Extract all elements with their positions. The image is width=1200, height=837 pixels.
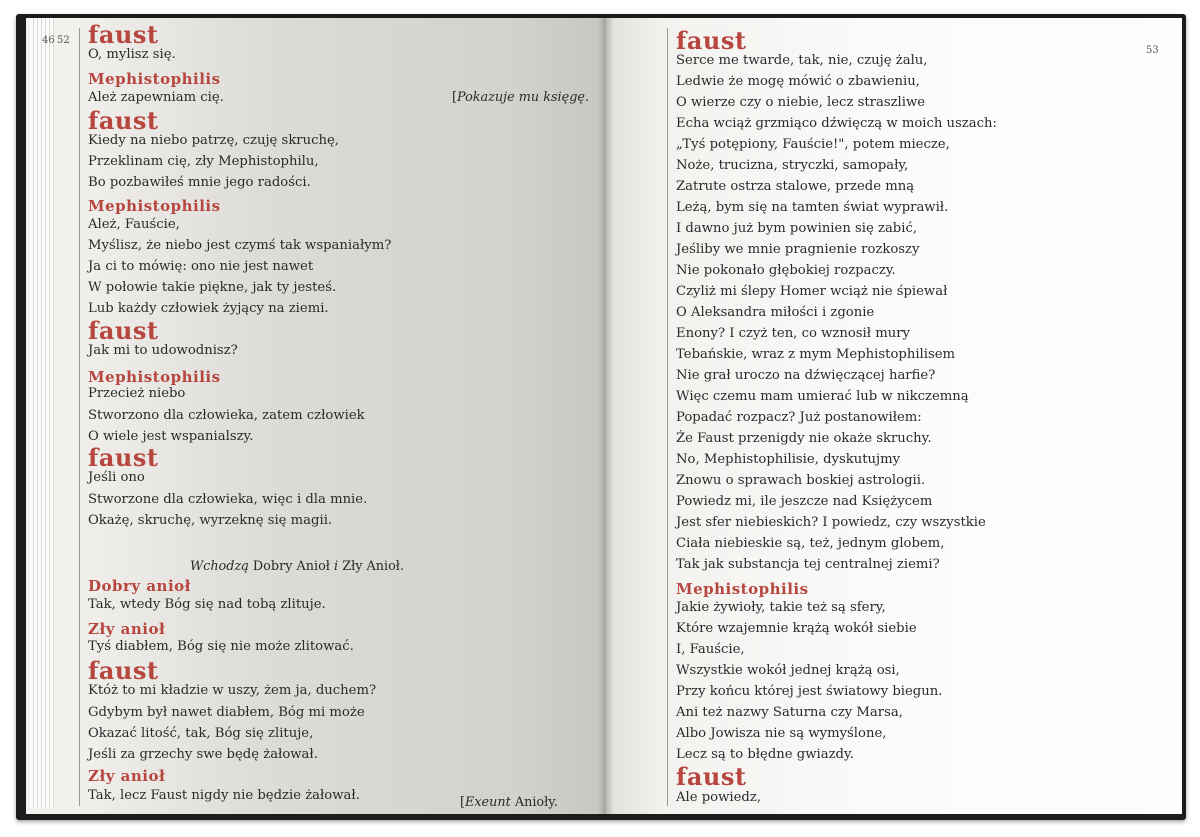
stage-name-a: Dobry Anioł	[252, 559, 330, 574]
verse-line: O wierze czy o niebie, lecz straszliwe	[676, 95, 926, 110]
verse-line: Jak mi to udowodnisz?	[88, 343, 238, 358]
verse-line: Któż to mi kładzie w uszy, żem ja, duchem?	[88, 683, 377, 698]
verse-line: Bo pozbawiłeś mnie jego radości.	[88, 175, 311, 190]
speaker-name: Zły anioł	[88, 767, 166, 785]
verse-line: Jest sfer niebieskich? I powiedz, czy wszystkie	[676, 515, 986, 530]
verse-line: Jeśli za grzechy swe będę żałował.	[88, 747, 318, 762]
verse-line: Jeśli ono	[88, 470, 145, 485]
verse-line: Gdybym był nawet diabłem, Bóg mi może	[88, 705, 365, 720]
stage-bracket: [	[460, 795, 465, 810]
stage-conj: i	[334, 559, 339, 574]
folio-left: 52	[57, 35, 70, 46]
speaker-name: Dobry anioł	[88, 577, 191, 595]
verse-line: O Aleksandra miłości i zgonie	[676, 305, 875, 320]
speaker-name: faust	[88, 316, 159, 345]
verse-line: Stworzone dla człowieka, więc i dla mnie.	[88, 492, 368, 507]
verse-line: I, Fauście,	[676, 642, 745, 657]
speaker-name: faust	[88, 20, 159, 49]
verse-line: Albo Jowisza nie są wymyślone,	[676, 726, 887, 741]
verse-line: Wszystkie wokół jednej krążą osi,	[676, 663, 900, 678]
stage-direction-pokazuje	[452, 90, 589, 105]
stage-direction-exeunt	[460, 795, 558, 810]
verse-line: Ani też nazwy Saturna czy Marsa,	[676, 705, 903, 720]
speaker-name: faust	[88, 106, 159, 135]
verse-line: Czyliż mi ślepy Homer wciąż nie śpiewał	[676, 284, 948, 299]
speaker-name: Mephistophilis	[88, 368, 221, 386]
verse-line: Znowu o sprawach boskiej astrologii.	[676, 473, 926, 488]
verse-line: Ledwie że mogę mówić o zbawieniu,	[676, 74, 920, 89]
speaker-name: Zły anioł	[88, 620, 166, 638]
speaker-name: Mephistophilis	[676, 580, 809, 598]
verse-line: Nie pokonało głębokiej rozpaczy.	[676, 263, 896, 278]
verse-line: Stworzono dla człowieka, zatem człowiek	[88, 408, 365, 423]
verse-line: Przeklinam cię, zły Mephistophilu,	[88, 154, 319, 169]
verse-line: Tak jak substancja tej centralnej ziemi?	[676, 557, 940, 572]
verse-line: O, mylisz się.	[88, 47, 176, 62]
verse-line: Powiedz mi, ile jeszcze nad Księżycem	[676, 494, 933, 509]
verse-line: Okazać litość, tak, Bóg się zlituje,	[88, 726, 314, 741]
verse-line: Że Faust przenigdy nie okaże skruchy.	[676, 431, 932, 446]
speaker-name: faust	[676, 26, 747, 55]
verse-line: Popadać rozpacz? Już postanowiłem:	[676, 410, 922, 425]
stage-bracket: [	[452, 90, 457, 105]
verse-line: Tak, wtedy Bóg się nad tobą zlituje.	[88, 597, 326, 612]
verse-line: Noże, trucizna, stryczki, samopały,	[676, 158, 909, 173]
verse-line: No, Mephistophilisie, dyskutujmy	[676, 452, 901, 467]
stage-verb: Wchodzą	[190, 559, 249, 574]
stage-direction-wchodza	[190, 559, 404, 574]
verse-line: Ależ, Fauście,	[88, 217, 180, 232]
folio-right: 53	[1146, 45, 1159, 56]
verse-line: Okażę, skruchę, wyrzeknę się magii.	[88, 513, 333, 528]
speaker-name: faust	[88, 443, 159, 472]
verse-line: Nie grał uroczo na dźwięczącej harfie?	[676, 368, 936, 383]
verse-line: Które wzajemnie krążą wokół siebie	[676, 621, 917, 636]
verse-line: Jeśliby we mnie pragnienie rozkoszy	[676, 242, 920, 257]
verse-line: Zatrute ostrza stalowe, przede mną	[676, 179, 915, 194]
verse-line: Lub każdy człowiek żyjący na ziemi.	[88, 301, 329, 316]
verse-line: Myślisz, że niebo jest czymś tak wspaniałym?	[88, 238, 392, 253]
verse-line: Ja ci to mówię: ono nie jest nawet	[88, 259, 314, 274]
verse-line: Ciała niebieskie są, też, jednym globem,	[676, 536, 945, 551]
page-edges	[30, 18, 54, 808]
right-margin-rule	[667, 28, 668, 806]
verse-line: „Tyś potępiony, Fauście!", potem miecze,	[676, 137, 950, 152]
verse-line: Więc czemu mam umierać lub w nikczemną	[676, 389, 969, 404]
verse-line: Przecież niebo	[88, 386, 186, 401]
stage-text: Pokazuje mu księgę.	[457, 90, 590, 105]
verse-line: Tak, lecz Faust nigdy nie będzie żałował.	[88, 788, 360, 803]
verse-line: Tebańskie, wraz z mym Mephistophilisem	[676, 347, 956, 362]
verse-line: Jakie żywioły, takie też są sfery,	[676, 600, 886, 615]
folio-outer-left: 46	[42, 35, 55, 46]
verse-line: Kiedy na niebo patrzę, czuję skruchę,	[88, 133, 339, 148]
verse-line: Echa wciąż grzmiąco dźwięczą w moich uszach:	[676, 116, 997, 131]
speaker-name: Mephistophilis	[88, 70, 221, 88]
verse-line: W połowie takie piękne, jak ty jesteś.	[88, 280, 337, 295]
speaker-name: faust	[676, 762, 747, 791]
stage-rest: Anioły.	[514, 795, 558, 810]
verse-line: Lecz są to błędne gwiazdy.	[676, 747, 854, 762]
left-margin-rule	[79, 28, 80, 806]
book-gutter	[598, 18, 614, 814]
verse-line: Tyś diabłem, Bóg się nie może zlitować.	[88, 639, 354, 654]
verse-line: Ale powiedz,	[676, 790, 762, 805]
stage-name-b: Zły Anioł.	[342, 559, 405, 574]
verse-line: Ależ zapewniam cię.	[88, 90, 224, 105]
verse-line: O wiele jest wspanialszy.	[88, 429, 254, 444]
speaker-name: faust	[88, 656, 159, 685]
verse-line: Serce me twarde, tak, nie, czuję żalu,	[676, 53, 928, 68]
verse-line: Leżą, bym się na tamten świat wyprawił.	[676, 200, 949, 215]
verse-line: Enony? I czyż ten, co wznosił mury	[676, 326, 910, 341]
verse-line: Przy końcu której jest światowy biegun.	[676, 684, 943, 699]
speaker-name: Mephistophilis	[88, 197, 221, 215]
stage-verb: Exeunt	[465, 795, 511, 810]
verse-line: I dawno już bym powinien się zabić,	[676, 221, 918, 236]
